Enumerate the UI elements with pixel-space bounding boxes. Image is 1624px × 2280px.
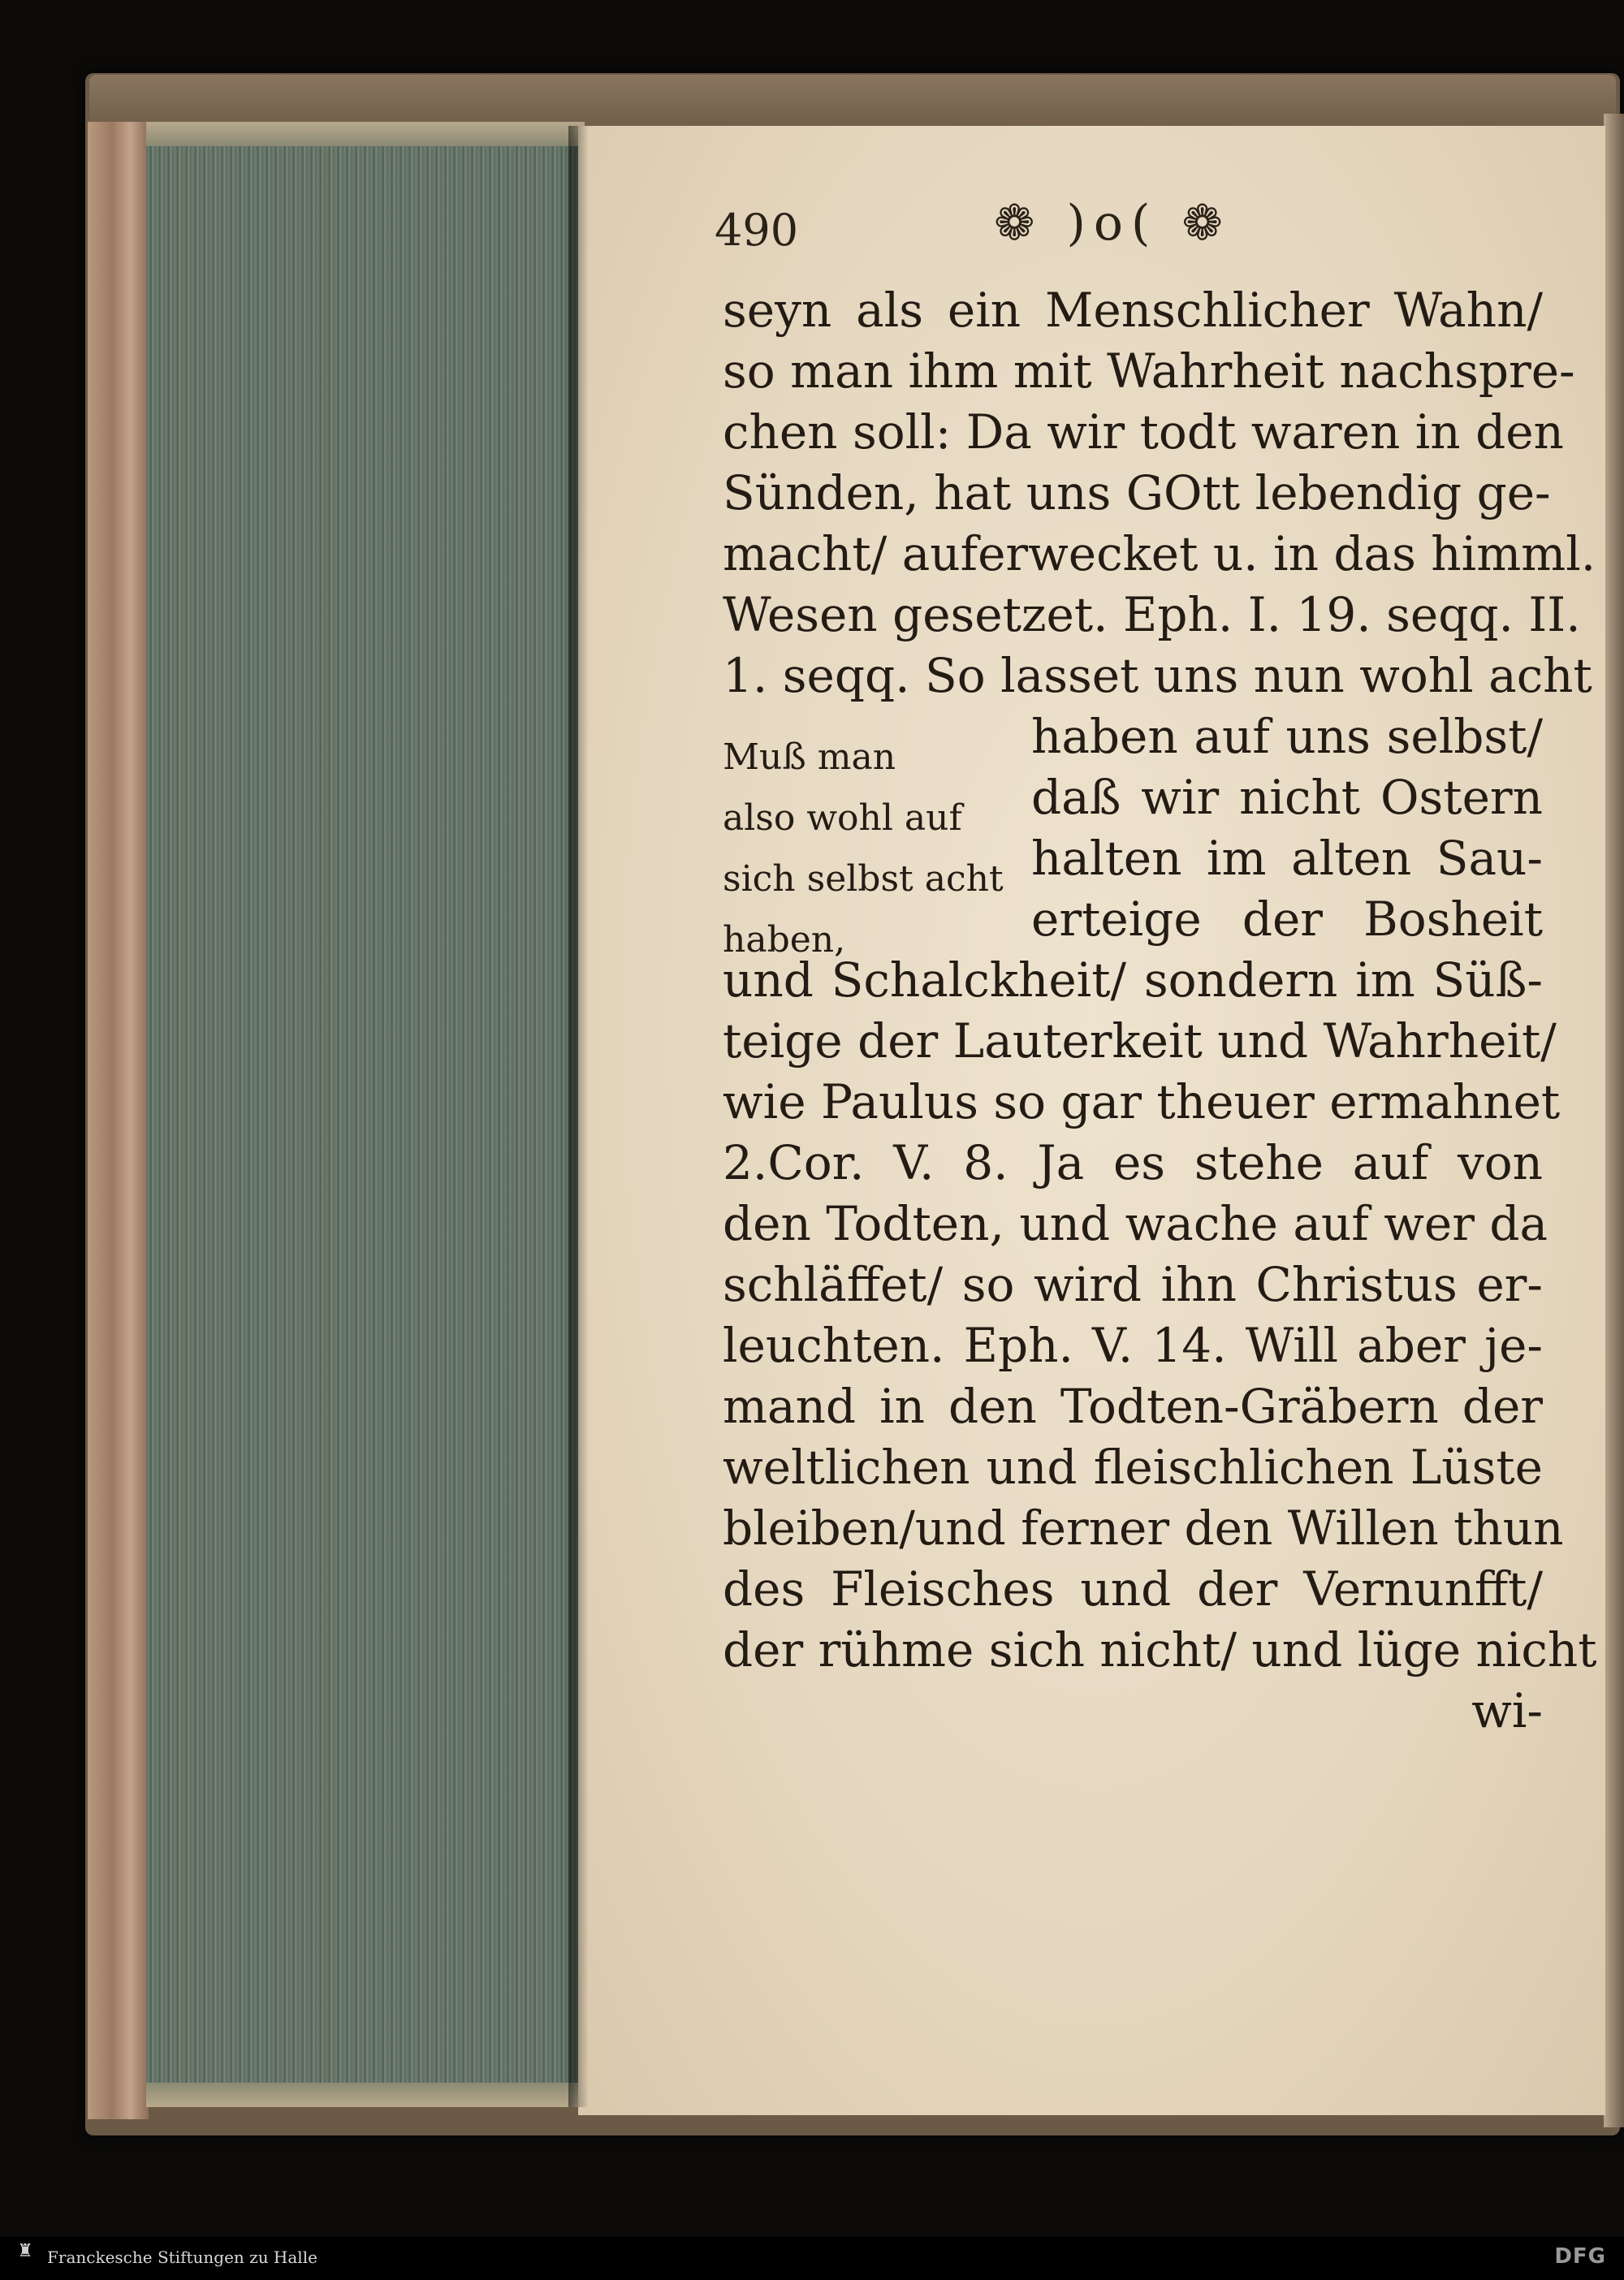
- text-line: Wesen gesetzet. Eph. I. 19. seqq. II.: [723, 587, 1581, 642]
- dfg-logo: DFG: [1554, 2244, 1606, 2269]
- text-line: so man ihm mit Wahrheit nachspre-: [723, 343, 1575, 399]
- page-block-edges: [146, 122, 585, 2103]
- header-ornament: ❁ )o( ❁: [994, 195, 1231, 252]
- text-line: chen soll: Da wir todt waren in den: [723, 404, 1564, 460]
- institution-logo-icon: ♜: [17, 2241, 33, 2261]
- page-block-bottom: [146, 2083, 585, 2107]
- page-number: 490: [715, 205, 799, 256]
- text-line: daß wir nicht Ostern: [1031, 770, 1543, 825]
- text-line: der rühme sich nicht/ und lüge nicht: [723, 1622, 1597, 1678]
- text-line: 1. seqq. So lasset uns nun wohl acht: [723, 648, 1592, 703]
- text-line: bleiben/und ferner den Willen thun: [723, 1501, 1564, 1556]
- marginal-line: also wohl auf: [723, 797, 962, 839]
- text-line: leuchten. Eph. V. 14. Will aber je-: [723, 1318, 1543, 1373]
- text-line: wie Paulus so gar theuer ermahnet: [723, 1074, 1561, 1129]
- body-text: [723, 280, 1597, 1742]
- text-line: weltlichen und fleischlichen Lüste: [723, 1440, 1543, 1495]
- text-line: macht/ auferwecket u. in das himml.: [723, 526, 1596, 581]
- book-spine-edge: [88, 122, 149, 2119]
- catchword-text: wi-: [1471, 1683, 1543, 1738]
- text-line: halten im alten Sau-: [1031, 831, 1543, 886]
- text-line: seyn als ein Menschlicher Wahn/: [723, 283, 1543, 338]
- institution-name: Franckesche Stiftungen zu Halle: [47, 2248, 317, 2267]
- gutter-shadow: [568, 126, 589, 2107]
- text-line: und Schalckheit/ sondern im Süß-: [723, 952, 1543, 1008]
- text-line: den Todten, und wache auf wer da: [723, 1196, 1548, 1251]
- marginal-line: Muß man: [723, 736, 896, 778]
- text-line: 2.Cor. V. 8. Ja es stehe auf von: [723, 1135, 1543, 1190]
- text-line: des Fleisches und der Vernunfft/: [723, 1561, 1543, 1617]
- text-line: schläffet/ so wird ihn Christus er-: [723, 1257, 1543, 1312]
- marginal-line: sich selbst acht: [723, 858, 1004, 900]
- marginal-note: [723, 727, 1015, 970]
- text-line: haben auf uns selbst/: [1031, 709, 1543, 764]
- text-line: mand in den Todten-Gräbern der: [723, 1379, 1543, 1434]
- institution-logo: [11, 2243, 39, 2274]
- book-cover-right-edge: [1604, 114, 1624, 2127]
- marginal-line: haben,: [723, 919, 846, 961]
- page-block-top: [146, 122, 585, 146]
- text-line: Sünden, hat uns GOtt lebendig ge-: [723, 465, 1551, 520]
- text-line: teige der Lauterkeit und Wahrheit/: [723, 1013, 1557, 1069]
- page-header: [715, 195, 1413, 260]
- text-line: erteige der Bosheit: [1031, 892, 1543, 947]
- catchword: [723, 1681, 1543, 1742]
